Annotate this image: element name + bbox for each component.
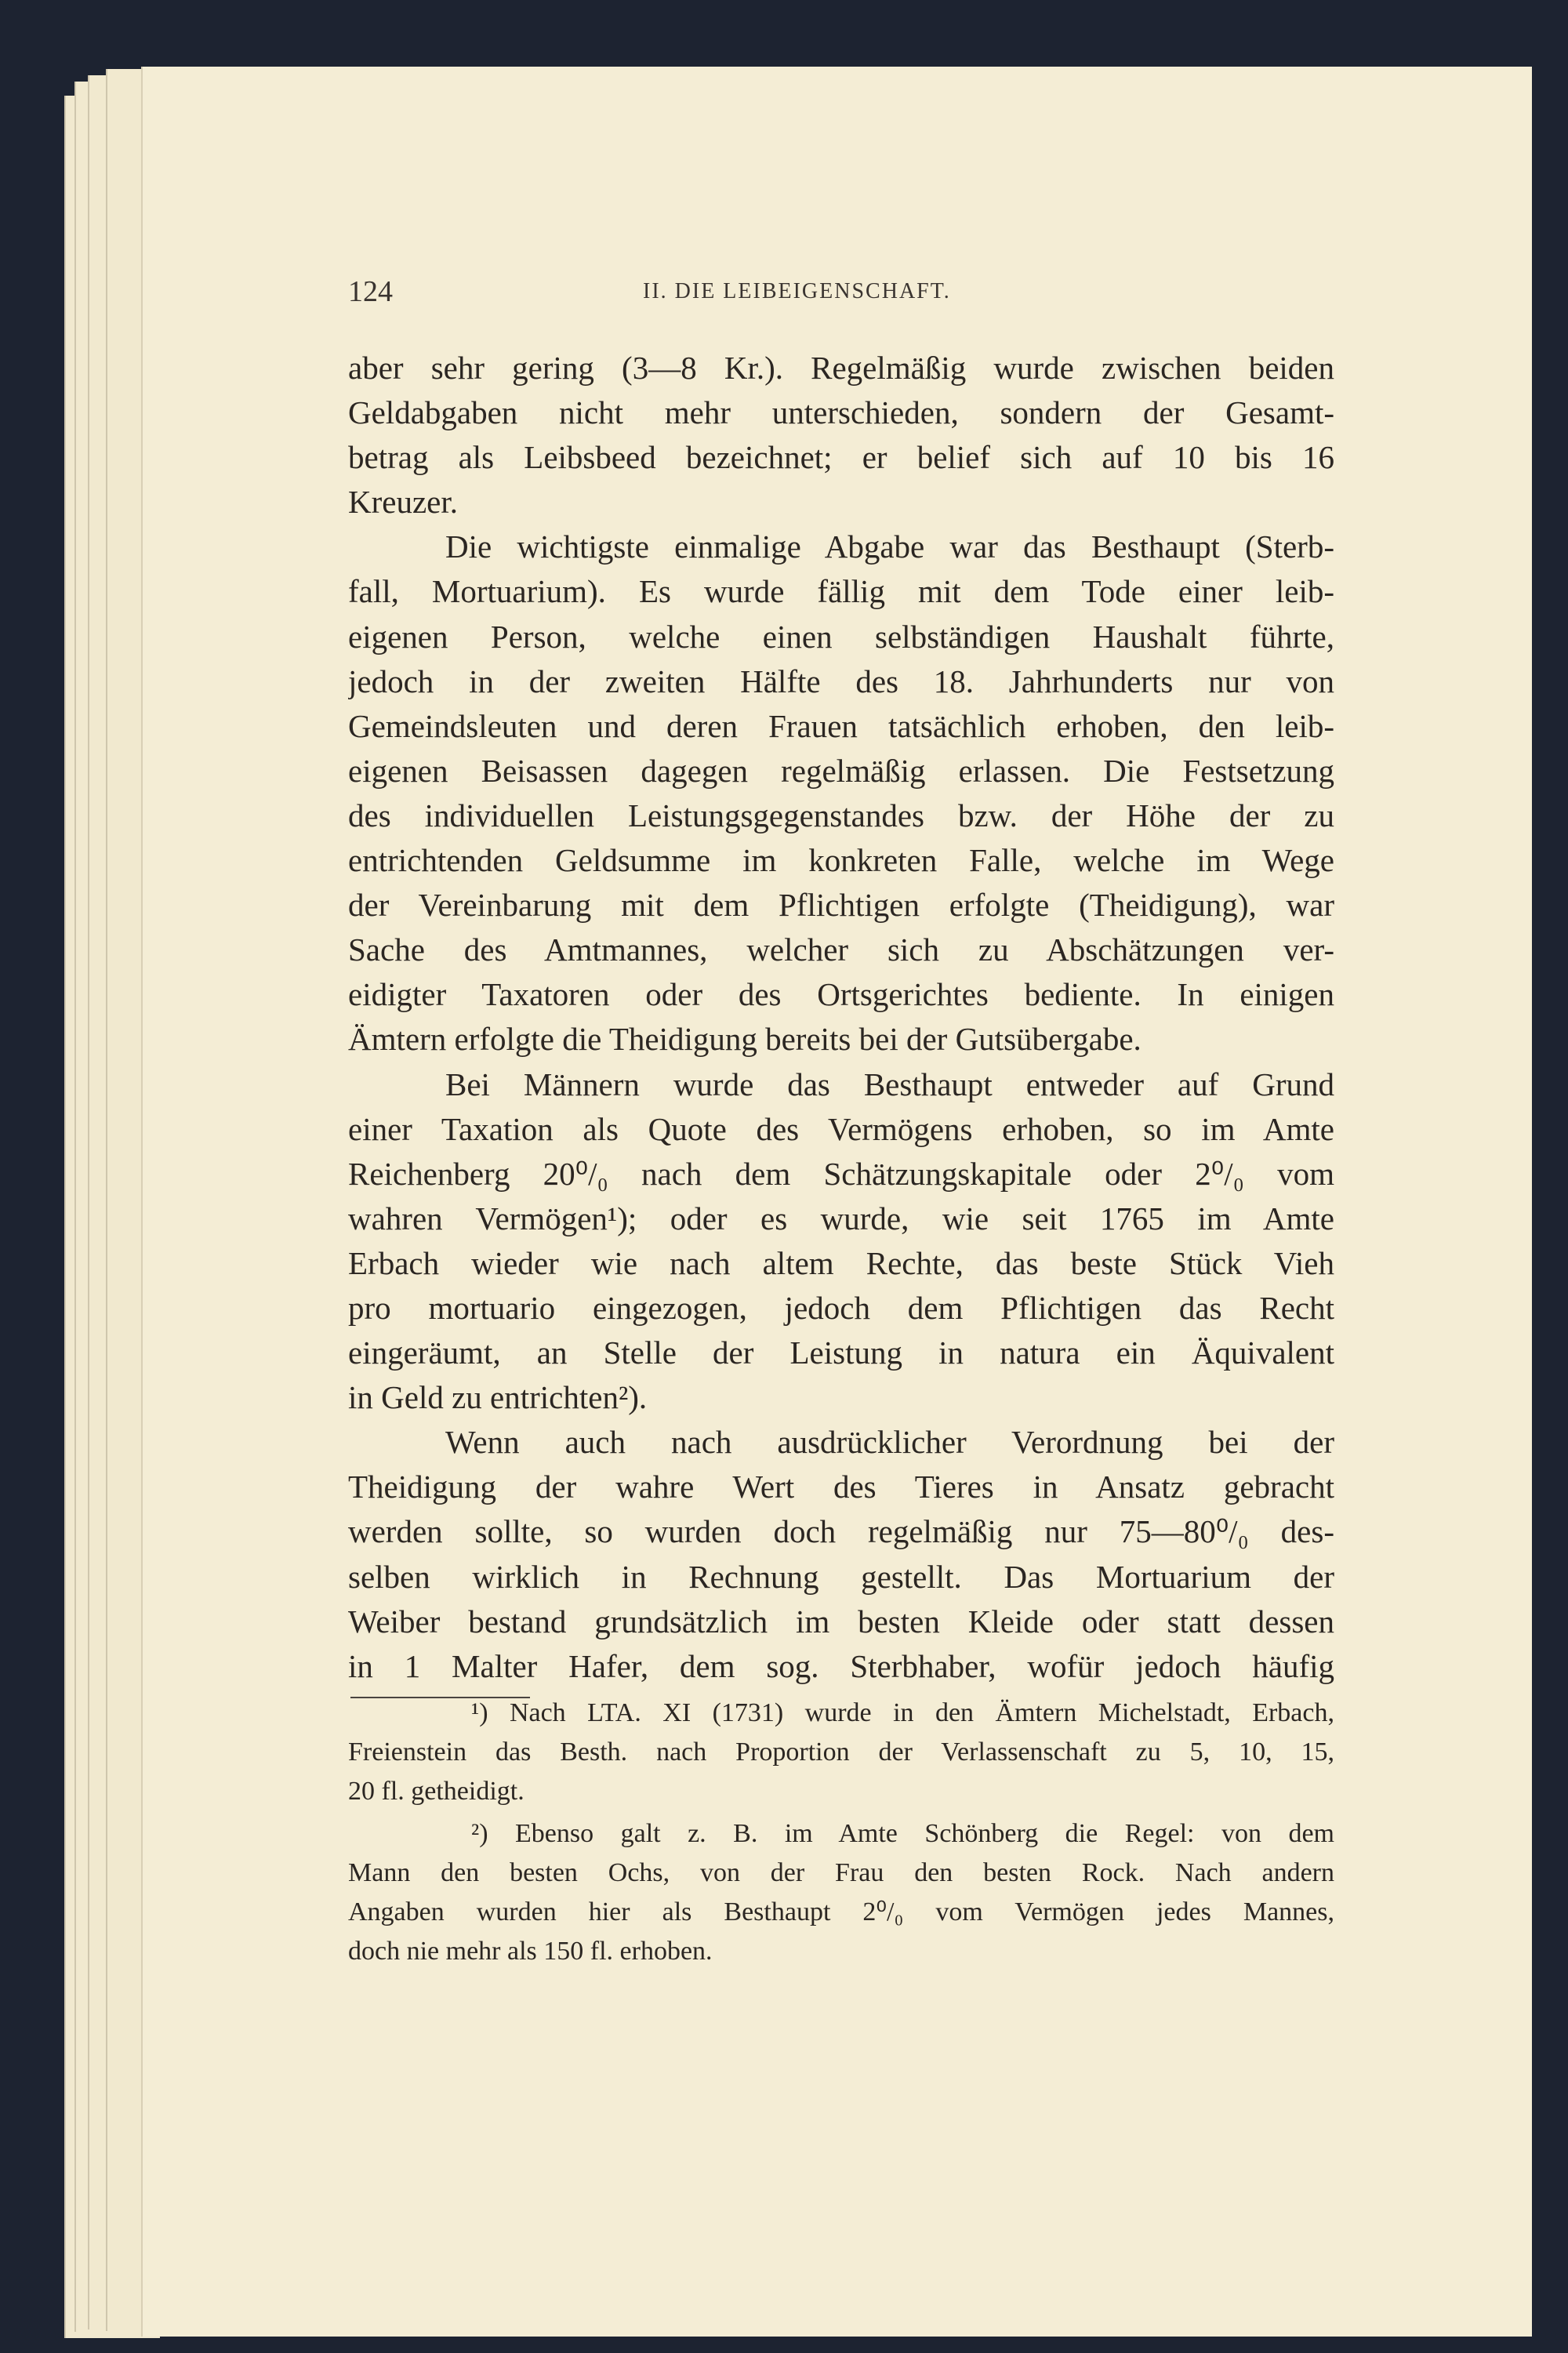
body-line: Ämtern erfolgte die Theidigung bereits bei der Gutsübergabe.: [348, 1021, 1142, 1058]
body-line: Theidigung der wahre Wert des Tieres in Ansatz gebracht: [348, 1469, 1334, 1505]
body-line: des individuellen Leistungsgegenstandes bzw. der Höhe der zu: [348, 797, 1334, 833]
body-line: Wenn auch nach ausdrücklicher Verordnung bei der: [445, 1424, 1334, 1461]
body-text: [348, 346, 1334, 1689]
body-line: betrag als Leibsbeed bezeichnet; er belief sich auf 10 bis 16: [348, 439, 1334, 476]
body-line: Reichenberg 20⁰/₀ nach dem Schätzungskapitale oder 2⁰/₀ vom: [348, 1155, 1334, 1192]
footnote-line: Mann den besten Ochs, von der Frau den besten Rock. Nach andern: [348, 1858, 1334, 1887]
body-line: entrichtenden Geldsumme im konkreten Falle, welche im Wege: [348, 842, 1334, 879]
body-line: Die wichtigste einmalige Abgabe war das Besthaupt (Sterb-: [445, 528, 1334, 565]
body-line: Sache des Amtmannes, welcher sich zu Abschätzungen ver-: [348, 931, 1334, 968]
footnote-line: ¹) Nach LTA. XI (1731) wurde in den Ämtern Michelstadt, Erbach,: [471, 1698, 1334, 1727]
body-line: einer Taxation als Quote des Vermögens erhoben, so im Amte: [348, 1110, 1334, 1147]
body-line: aber sehr gering (3—8 Kr.). Regelmäßig wurde zwischen beiden: [348, 350, 1334, 386]
footnote-line: 20 fl. getheidigt.: [348, 1777, 524, 1806]
body-line: selben wirklich in Rechnung gestellt. Das Mortuarium der: [348, 1558, 1334, 1595]
body-line: wahren Vermögen¹); oder es wurde, wie seit 1765 im Amte: [348, 1200, 1334, 1236]
footnotes: [348, 1694, 1334, 1971]
footnote-line: ²) Ebenso galt z. B. im Amte Schönberg die Regel: von dem: [471, 1819, 1334, 1848]
page-number: 124: [348, 275, 393, 308]
body-line: eidigter Taxatoren oder des Ortsgerichtes bediente. In einigen: [348, 976, 1334, 1013]
body-line: Bei Männern wurde das Besthaupt entweder auf Grund: [445, 1066, 1334, 1102]
body-line: Kreuzer.: [348, 484, 458, 521]
body-line: Geldabgaben nicht mehr unterschieden, sondern der Gesamt-: [348, 394, 1334, 431]
footnote-line: doch nie mehr als 150 fl. erhoben.: [348, 1937, 713, 1966]
body-line: in 1 Malter Hafer, dem sog. Sterbhaber, wofür jedoch häufig: [348, 1647, 1334, 1684]
body-line: der Vereinbarung mit dem Pflichtigen erfolgte (Theidigung), war: [348, 887, 1334, 924]
body-line: Gemeindsleuten und deren Frauen tatsächlich erhoben, den leib-: [348, 707, 1334, 744]
body-line: werden sollte, so wurden doch regelmäßig nur 75—80⁰/₀ des-: [348, 1513, 1334, 1550]
body-line: Weiber bestand grundsätzlich im besten Kleide oder statt dessen: [348, 1603, 1334, 1639]
body-line: jedoch in der zweiten Hälfte des 18. Jahrhunderts nur von: [348, 663, 1334, 699]
body-line: pro mortuario eingezogen, jedoch dem Pflichtigen das Recht: [348, 1289, 1334, 1326]
running-header: II. DIE LEIBEIGENSCHAFT.: [643, 279, 951, 303]
body-line: eigenen Person, welche einen selbständigen Haushalt führte,: [348, 618, 1334, 655]
body-line: eingeräumt, an Stelle der Leistung in natura ein Äquivalent: [348, 1334, 1334, 1371]
footnote-line: Angaben wurden hier als Besthaupt 2⁰/₀ vom Vermögen jedes Mannes,: [348, 1897, 1334, 1926]
body-line: fall, Mortuarium). Es wurde fällig mit dem Tode einer leib-: [348, 573, 1334, 610]
footnote-line: Freienstein das Besth. nach Proportion der Verlassenschaft zu 5, 10, 15,: [348, 1738, 1334, 1767]
body-line: Erbach wieder wie nach altem Rechte, das beste Stück Vieh: [348, 1244, 1334, 1281]
body-line: in Geld zu entrichten²).: [348, 1379, 648, 1416]
body-line: eigenen Beisassen dagegen regelmäßig erlassen. Die Festsetzung: [348, 752, 1334, 789]
